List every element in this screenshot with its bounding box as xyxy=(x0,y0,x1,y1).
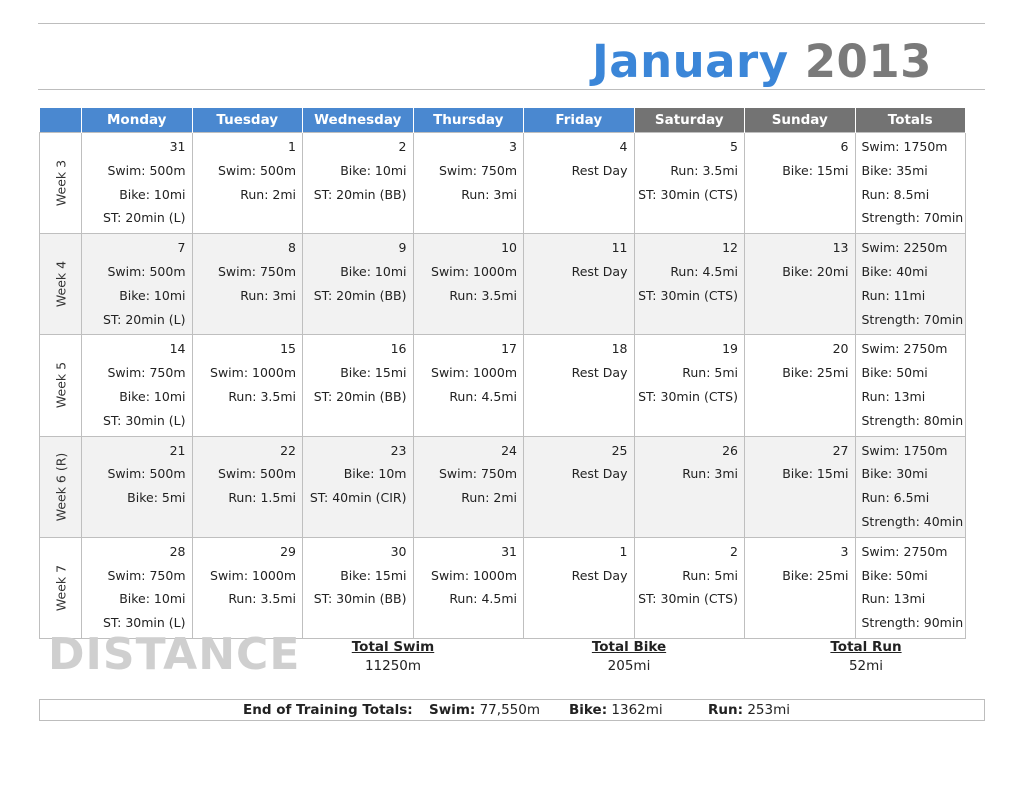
week-totals-cell xyxy=(855,436,966,537)
workout-entry: Run: 4.5mi xyxy=(449,591,517,607)
day-cell-wednesday xyxy=(303,335,414,436)
workout-entry: Swim: 1000m xyxy=(210,365,296,381)
title-rule xyxy=(38,89,985,90)
day-cell-saturday xyxy=(634,436,745,537)
day-cell-saturday xyxy=(634,133,745,234)
end-run-label: Run: xyxy=(708,702,744,718)
workout-entry: Bike: 20mi xyxy=(782,263,849,279)
week-total-entry: Run: 13mi xyxy=(861,388,926,404)
day-cell-friday xyxy=(524,436,635,537)
week-total-entry: Bike: 35mi xyxy=(861,162,928,178)
week-total-entry: Swim: 1750m xyxy=(861,442,948,458)
day-cell-sunday xyxy=(745,335,856,436)
date-number: 26 xyxy=(722,442,738,458)
page-title xyxy=(592,36,932,88)
training-calendar xyxy=(39,108,966,639)
calendar-header-row xyxy=(40,108,966,133)
workout-entry: Bike: 25mi xyxy=(782,567,849,583)
workout-entry: Rest Day xyxy=(571,162,628,178)
workout-entry: ST: 30min (BB) xyxy=(313,591,407,607)
date-number: 24 xyxy=(501,442,517,458)
end-swim-value: 77,550m xyxy=(479,702,540,718)
day-cell-saturday xyxy=(634,537,745,638)
date-number: 3 xyxy=(509,139,517,154)
week-label-cell xyxy=(40,234,82,335)
workout-entry: Run: 3.5mi xyxy=(670,162,738,178)
week-total-entry: Swim: 1750m xyxy=(861,139,948,154)
total-bike-value: 205mi xyxy=(607,658,651,674)
workout-entry: Run: 2mi xyxy=(461,490,517,506)
week-total-entry: Bike: 50mi xyxy=(861,365,928,381)
day-cell-tuesday xyxy=(192,234,303,335)
date-number: 18 xyxy=(611,341,628,357)
date-number: 9 xyxy=(398,240,407,256)
total-swim-summary xyxy=(303,638,483,676)
workout-entry: Bike: 10mi xyxy=(119,186,186,202)
workout-entry: Swim: 500m xyxy=(107,162,186,178)
workout-entry: ST: 30min (CTS) xyxy=(638,591,738,607)
workout-entry: Swim: 500m xyxy=(107,466,186,482)
date-number: 13 xyxy=(832,240,849,256)
date-number: 8 xyxy=(288,240,296,256)
day-cell-wednesday xyxy=(303,133,414,234)
total-run-summary xyxy=(776,638,956,676)
day-cell-thursday xyxy=(413,133,524,234)
workout-entry: ST: 40min (CIR) xyxy=(309,490,407,506)
day-cell-friday xyxy=(524,537,635,638)
week-label-cell xyxy=(40,335,82,436)
day-cell-wednesday xyxy=(303,436,414,537)
week-label: Week 6 (R) xyxy=(53,452,68,521)
day-cell-monday xyxy=(82,537,193,638)
week-row xyxy=(40,537,966,638)
title-month: January xyxy=(592,35,789,88)
workout-entry: Run: 4.5mi xyxy=(670,263,738,279)
workout-entry: Rest Day xyxy=(571,567,628,583)
workout-entry: Swim: 1000m xyxy=(431,365,517,381)
week-totals-cell xyxy=(855,335,966,436)
week-total-entry: Strength: 70min xyxy=(861,311,964,327)
workout-entry: ST: 20min (L) xyxy=(102,210,186,226)
week-total-entry: Strength: 70min xyxy=(861,210,964,226)
day-cell-tuesday xyxy=(192,436,303,537)
workout-entry: ST: 30min (CTS) xyxy=(638,287,738,303)
day-cell-friday xyxy=(524,234,635,335)
week-total-entry: Run: 11mi xyxy=(861,287,926,303)
day-cell-thursday xyxy=(413,537,524,638)
week-total-entry: Swim: 2750m xyxy=(861,341,948,357)
end-bike-value: 1362mi xyxy=(611,702,663,718)
workout-entry: Swim: 750m xyxy=(217,263,296,279)
workout-entry: Rest Day xyxy=(571,365,628,381)
end-of-training-totals xyxy=(39,699,985,721)
end-run-value: 253mi xyxy=(747,702,790,718)
workout-entry: ST: 20min (L) xyxy=(102,311,186,327)
workout-entry: Bike: 5mi xyxy=(127,490,186,506)
week-total-entry: Run: 8.5mi xyxy=(861,186,930,202)
date-number: 12 xyxy=(722,240,738,256)
week-totals-cell xyxy=(855,133,966,234)
day-cell-thursday xyxy=(413,234,524,335)
workout-entry: Swim: 500m xyxy=(217,466,296,482)
workout-entry: Run: 3.5mi xyxy=(228,388,296,404)
col-header-thursday: Thursday xyxy=(413,108,524,133)
date-number: 10 xyxy=(501,240,517,256)
workout-entry: Bike: 10mi xyxy=(340,263,407,279)
distance-heading: DISTANCE xyxy=(48,629,301,680)
week-totals-cell xyxy=(855,537,966,638)
workout-entry: Bike: 10mi xyxy=(119,388,186,404)
end-bike-label: Bike: xyxy=(569,702,608,718)
col-header-tuesday: Tuesday xyxy=(192,108,303,133)
col-header-friday: Friday xyxy=(524,108,635,133)
date-number: 30 xyxy=(390,543,407,559)
day-cell-tuesday xyxy=(192,335,303,436)
week-total-entry: Run: 13mi xyxy=(861,591,926,607)
date-number: 15 xyxy=(280,341,296,357)
workout-entry: Swim: 1000m xyxy=(431,567,517,583)
week-total-entry: Swim: 2250m xyxy=(861,240,948,256)
week-row xyxy=(40,133,966,234)
day-cell-sunday xyxy=(745,133,856,234)
date-number: 4 xyxy=(619,139,628,154)
workout-entry: Swim: 500m xyxy=(217,162,296,178)
week-row xyxy=(40,335,966,436)
workout-entry: Run: 1.5mi xyxy=(228,490,296,506)
day-cell-monday xyxy=(82,335,193,436)
workout-entry: Bike: 10mi xyxy=(340,162,407,178)
end-bike xyxy=(569,700,663,720)
date-number: 21 xyxy=(169,442,186,458)
total-run-value: 52mi xyxy=(848,658,884,674)
date-number: 2 xyxy=(398,139,407,154)
total-bike-label: Total Bike xyxy=(591,639,667,655)
workout-entry: Run: 3.5mi xyxy=(449,287,517,303)
workout-entry: Rest Day xyxy=(571,466,628,482)
date-number: 27 xyxy=(832,442,849,458)
day-cell-monday xyxy=(82,436,193,537)
date-number: 31 xyxy=(501,543,517,559)
week-label-cell xyxy=(40,133,82,234)
date-number: 1 xyxy=(288,139,296,154)
workout-entry: Run: 3mi xyxy=(682,466,738,482)
date-number: 2 xyxy=(730,543,738,559)
date-number: 29 xyxy=(280,543,296,559)
workout-entry: Run: 4.5mi xyxy=(449,388,517,404)
top-rule xyxy=(38,23,985,24)
week-totals-cell xyxy=(855,234,966,335)
total-swim-value: 11250m xyxy=(364,658,422,674)
week-total-entry: Strength: 90min xyxy=(861,615,964,631)
week-total-entry: Run: 6.5mi xyxy=(861,490,930,506)
col-header-saturday: Saturday xyxy=(634,108,745,133)
date-number: 25 xyxy=(611,442,628,458)
workout-entry: Swim: 500m xyxy=(107,263,186,279)
workout-entry: Run: 5mi xyxy=(682,365,738,381)
day-cell-saturday xyxy=(634,234,745,335)
day-cell-sunday xyxy=(745,436,856,537)
week-label-cell xyxy=(40,537,82,638)
workout-entry: Run: 3.5mi xyxy=(228,591,296,607)
workout-entry: ST: 20min (BB) xyxy=(313,287,407,303)
end-swim xyxy=(429,700,540,720)
workout-entry: ST: 20min (BB) xyxy=(313,388,407,404)
day-cell-tuesday xyxy=(192,537,303,638)
workout-entry: Run: 3mi xyxy=(461,186,517,202)
date-number: 3 xyxy=(840,543,849,559)
week-column-header xyxy=(40,108,82,133)
workout-entry: Bike: 15mi xyxy=(782,466,849,482)
day-cell-wednesday xyxy=(303,234,414,335)
week-total-entry: Strength: 40min xyxy=(861,513,964,529)
week-row xyxy=(40,436,966,537)
week-label: Week 7 xyxy=(53,564,68,611)
col-header-wednesday: Wednesday xyxy=(303,108,414,133)
workout-entry: Swim: 750m xyxy=(107,365,186,381)
total-swim-label: Total Swim xyxy=(351,639,435,655)
workout-entry: Bike: 10mi xyxy=(119,591,186,607)
date-number: 22 xyxy=(280,442,296,458)
week-total-entry: Bike: 30mi xyxy=(861,466,928,482)
week-total-entry: Bike: 40mi xyxy=(861,263,928,279)
date-number: 7 xyxy=(177,240,186,256)
date-number: 11 xyxy=(611,240,628,256)
date-number: 31 xyxy=(169,139,186,154)
day-cell-thursday xyxy=(413,436,524,537)
day-cell-monday xyxy=(82,234,193,335)
day-cell-saturday xyxy=(634,335,745,436)
week-row xyxy=(40,234,966,335)
week-label-cell xyxy=(40,436,82,537)
workout-entry: Swim: 750m xyxy=(438,466,517,482)
week-total-entry: Strength: 80min xyxy=(861,412,964,428)
workout-entry: Rest Day xyxy=(571,263,628,279)
workout-entry: Bike: 15mi xyxy=(340,365,407,381)
day-cell-sunday xyxy=(745,234,856,335)
week-total-entry: Swim: 2750m xyxy=(861,543,948,559)
date-number: 6 xyxy=(840,139,849,154)
workout-entry: Swim: 750m xyxy=(438,162,517,178)
date-number: 1 xyxy=(619,543,628,559)
end-totals-label: End of Training Totals: xyxy=(243,702,413,718)
date-number: 19 xyxy=(722,341,738,357)
workout-entry: Run: 2mi xyxy=(240,186,296,202)
workout-entry: Bike: 15mi xyxy=(782,162,849,178)
workout-entry: ST: 30min (L) xyxy=(102,412,186,428)
workout-entry: Bike: 10m xyxy=(343,466,407,482)
date-number: 23 xyxy=(390,442,407,458)
col-header-sunday: Sunday xyxy=(745,108,856,133)
day-cell-friday xyxy=(524,133,635,234)
workout-entry: ST: 30min (CTS) xyxy=(638,388,738,404)
workout-entry: ST: 30min (L) xyxy=(102,615,186,631)
day-cell-monday xyxy=(82,133,193,234)
date-number: 14 xyxy=(169,341,186,357)
col-header-monday: Monday xyxy=(82,108,193,133)
total-bike-summary xyxy=(539,638,719,676)
date-number: 16 xyxy=(390,341,407,357)
workout-entry: Swim: 1000m xyxy=(210,567,296,583)
day-cell-wednesday xyxy=(303,537,414,638)
workout-entry: Bike: 15mi xyxy=(340,567,407,583)
date-number: 28 xyxy=(169,543,186,559)
date-number: 20 xyxy=(832,341,849,357)
workout-entry: Swim: 750m xyxy=(107,567,186,583)
end-swim-label: Swim: xyxy=(429,702,476,718)
week-label: Week 5 xyxy=(53,362,68,409)
date-number: 5 xyxy=(730,139,738,154)
week-label: Week 3 xyxy=(53,160,68,207)
workout-entry: ST: 30min (CTS) xyxy=(638,186,738,202)
day-cell-tuesday xyxy=(192,133,303,234)
workout-entry: Swim: 1000m xyxy=(431,263,517,279)
total-run-label: Total Run xyxy=(830,639,902,655)
workout-entry: Run: 3mi xyxy=(240,287,296,303)
day-cell-friday xyxy=(524,335,635,436)
workout-entry: Bike: 10mi xyxy=(119,287,186,303)
week-label: Week 4 xyxy=(53,261,68,308)
workout-entry: Bike: 25mi xyxy=(782,365,849,381)
title-year: 2013 xyxy=(804,35,932,88)
workout-entry: Run: 5mi xyxy=(682,567,738,583)
date-number: 17 xyxy=(501,341,517,357)
end-run xyxy=(708,700,790,720)
week-total-entry: Bike: 50mi xyxy=(861,567,928,583)
col-header-totals: Totals xyxy=(855,108,966,133)
workout-entry: ST: 20min (BB) xyxy=(313,186,407,202)
day-cell-thursday xyxy=(413,335,524,436)
day-cell-sunday xyxy=(745,537,856,638)
